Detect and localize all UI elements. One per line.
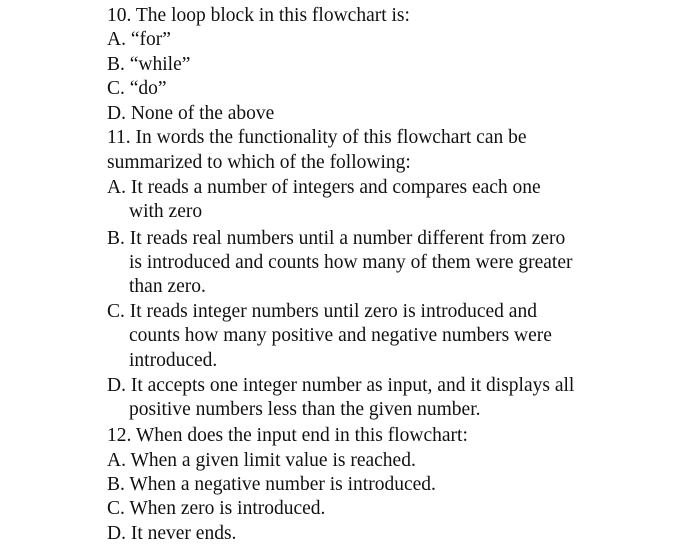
question-11-option-b: B. It reads real numbers until a number different from zero xyxy=(107,228,566,249)
question-12-option-b: B. When a negative number is introduced. xyxy=(107,474,436,495)
question-11-option-b-cont-1: is introduced and counts how many of them were greater xyxy=(129,252,573,273)
question-11-option-c-cont-1: counts how many positive and negative numbers were xyxy=(129,325,552,346)
question-11-option-a: A. It reads a number of integers and compares each one xyxy=(107,177,541,198)
question-10-option-a: A. “for” xyxy=(107,29,171,50)
question-12-stem: 12. When does the input end in this flowchart: xyxy=(107,425,468,446)
question-11-option-b-cont-2: than zero. xyxy=(129,276,206,297)
question-12-option-c: C. When zero is introduced. xyxy=(107,498,326,519)
question-11-option-d: D. It accepts one integer number as input, and it displays all xyxy=(107,375,575,396)
question-11-option-a-cont: with zero xyxy=(129,201,203,222)
question-10-option-b: B. “while” xyxy=(107,54,191,75)
question-10-stem: 10. The loop block in this flowchart is: xyxy=(107,5,410,26)
question-12-option-d: D. It never ends. xyxy=(107,523,237,544)
question-11-option-c-cont-2: introduced. xyxy=(129,350,218,371)
question-11-option-d-cont: positive numbers less than the given number. xyxy=(129,399,481,420)
question-10-option-d: D. None of the above xyxy=(107,103,275,124)
question-10-option-c: C. “do” xyxy=(107,78,167,99)
question-11-option-c: C. It reads integer numbers until zero is introduced and xyxy=(107,301,537,322)
question-12-option-a: A. When a given limit value is reached. xyxy=(107,450,416,471)
question-11-stem-cont: summarized to which of the following: xyxy=(107,152,411,173)
question-11-stem: 11. In words the functionality of this flowchart can be xyxy=(107,127,527,148)
